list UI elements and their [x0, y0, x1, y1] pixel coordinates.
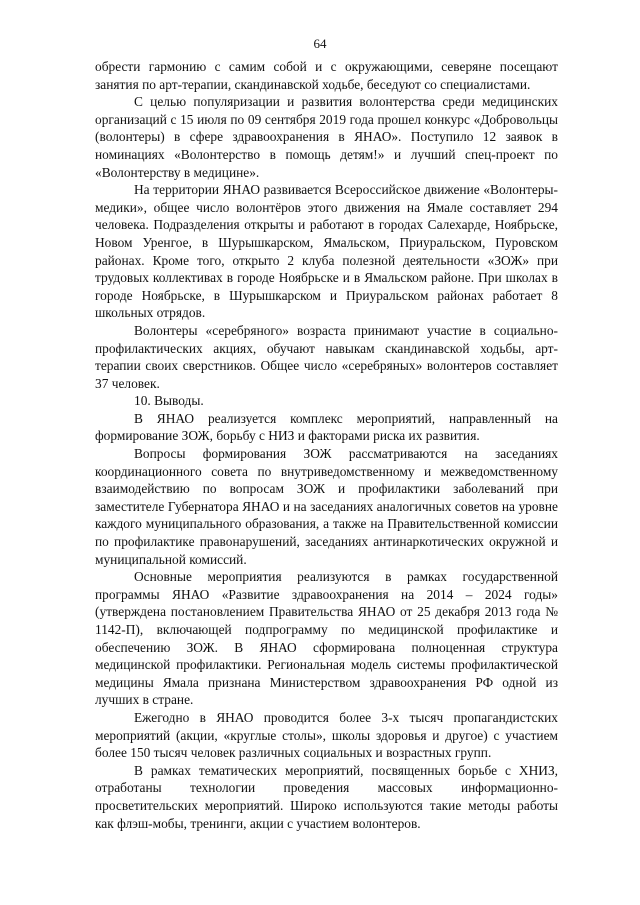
paragraph-volunteer-contest: С целью популяризации и развития волонтерства среди медицинских организаций с 15 июля по 09 сентября 2019 года прошел конкурс «Добровольцы (волонтеры) в сфере здравоохранения в ЯНАО». Поступило 12 заявок в номинациях «Волонтерство в помощь детям!» и лучший спец-проект по «Волонтерству в медицине».	[95, 94, 558, 180]
paragraph-continuation: обрести гармонию с самим собой и с окружающими, северяне посещают занятия по арт-терапии, скандинавской ходьбе, беседуют со специалистами.	[95, 59, 558, 92]
paragraph-thematic-events: В рамках тематических мероприятий, посвященных борьбе с ХНИЗ, отработаны технологии проведения массовых информационно-просветительских мероприятий. Широко используются такие методы работы как флэш-мобы, тренинги, акции с участием волонтеров.	[95, 762, 558, 831]
paragraph-annual-events: Ежегодно в ЯНАО проводится более 3-х тысяч пропагандистских мероприятий (акции, «круглые столы», школы здоровья и другое) с участием более 150 тысяч человек различных социальных и возрастных групп.	[95, 709, 558, 761]
body-text	[95, 58, 558, 832]
paragraph-silver-volunteers: Волонтеры «серебряного» возраста принимают участие в социально-профилактических акциях, обучают навыкам скандинавской ходьбы, арт-терапии своих сверстников. Общее число «серебряных» волонтеров составляет 37 человек.	[95, 322, 558, 391]
paragraph-complex-measures: В ЯНАО реализуется комплекс мероприятий, направленный на формирование ЗОЖ, борьбу с НИЗ и факторами риска их развития.	[95, 410, 558, 444]
section-heading-conclusions: 10. Выводы.	[134, 393, 204, 409]
page-number: 64	[313, 36, 327, 51]
paragraph-coordination-council: Вопросы формирования ЗОЖ рассматриваются на заседаниях координационного совета по внутриведомственному и межведомственному взаимодействию по вопросам ЗОЖ и профилактики заболеваний при заместителе Губернатора ЯНАО и на заседаниях аналогичных советов на уровне каждого муниципального образования, а также на Правительственной комиссии по профилактике правонарушений, заседаниях антинаркотических окружной и муниципальной комиссий.	[95, 446, 558, 567]
paragraph-state-program: Основные мероприятия реализуются в рамках государственной программы ЯНАО «Развитие здравоохранения на 2014 – 2024 годы» (утверждена постановлением Правительства ЯНАО от 25 декабря 2013 года № 1142-П), включающей подпрограмму по медицинской профилактике и обеспечению ЗОЖ. В ЯНАО сформирована полноценная структура медицинской профилактики. Региональная модель системы профилактической медицины Ямала признана Министерством здравоохранения РФ одной из лучших в стране.	[95, 569, 558, 708]
paragraph-volunteer-medics: На территории ЯНАО развивается Всероссийское движение «Волонтеры-медики», общее число волонтёров этого движения на Ямале составляет 294 человека. Подразделения открыты и работают в городах Салехарде, Ноябрьске, Новом Уренгое, в Шурышкарском, Ямальском, Приуральском, Пуровском районах. Кроме того, открыто 2 клуба полезной деятельности «ЗОЖ» при трудовых коллективах в городе Ноябрьске и в Ямальском районе. При школах в городе Ноябрьске, в Шурышкарском и Приуральском районах работает 8 школьных отрядов.	[95, 182, 558, 321]
